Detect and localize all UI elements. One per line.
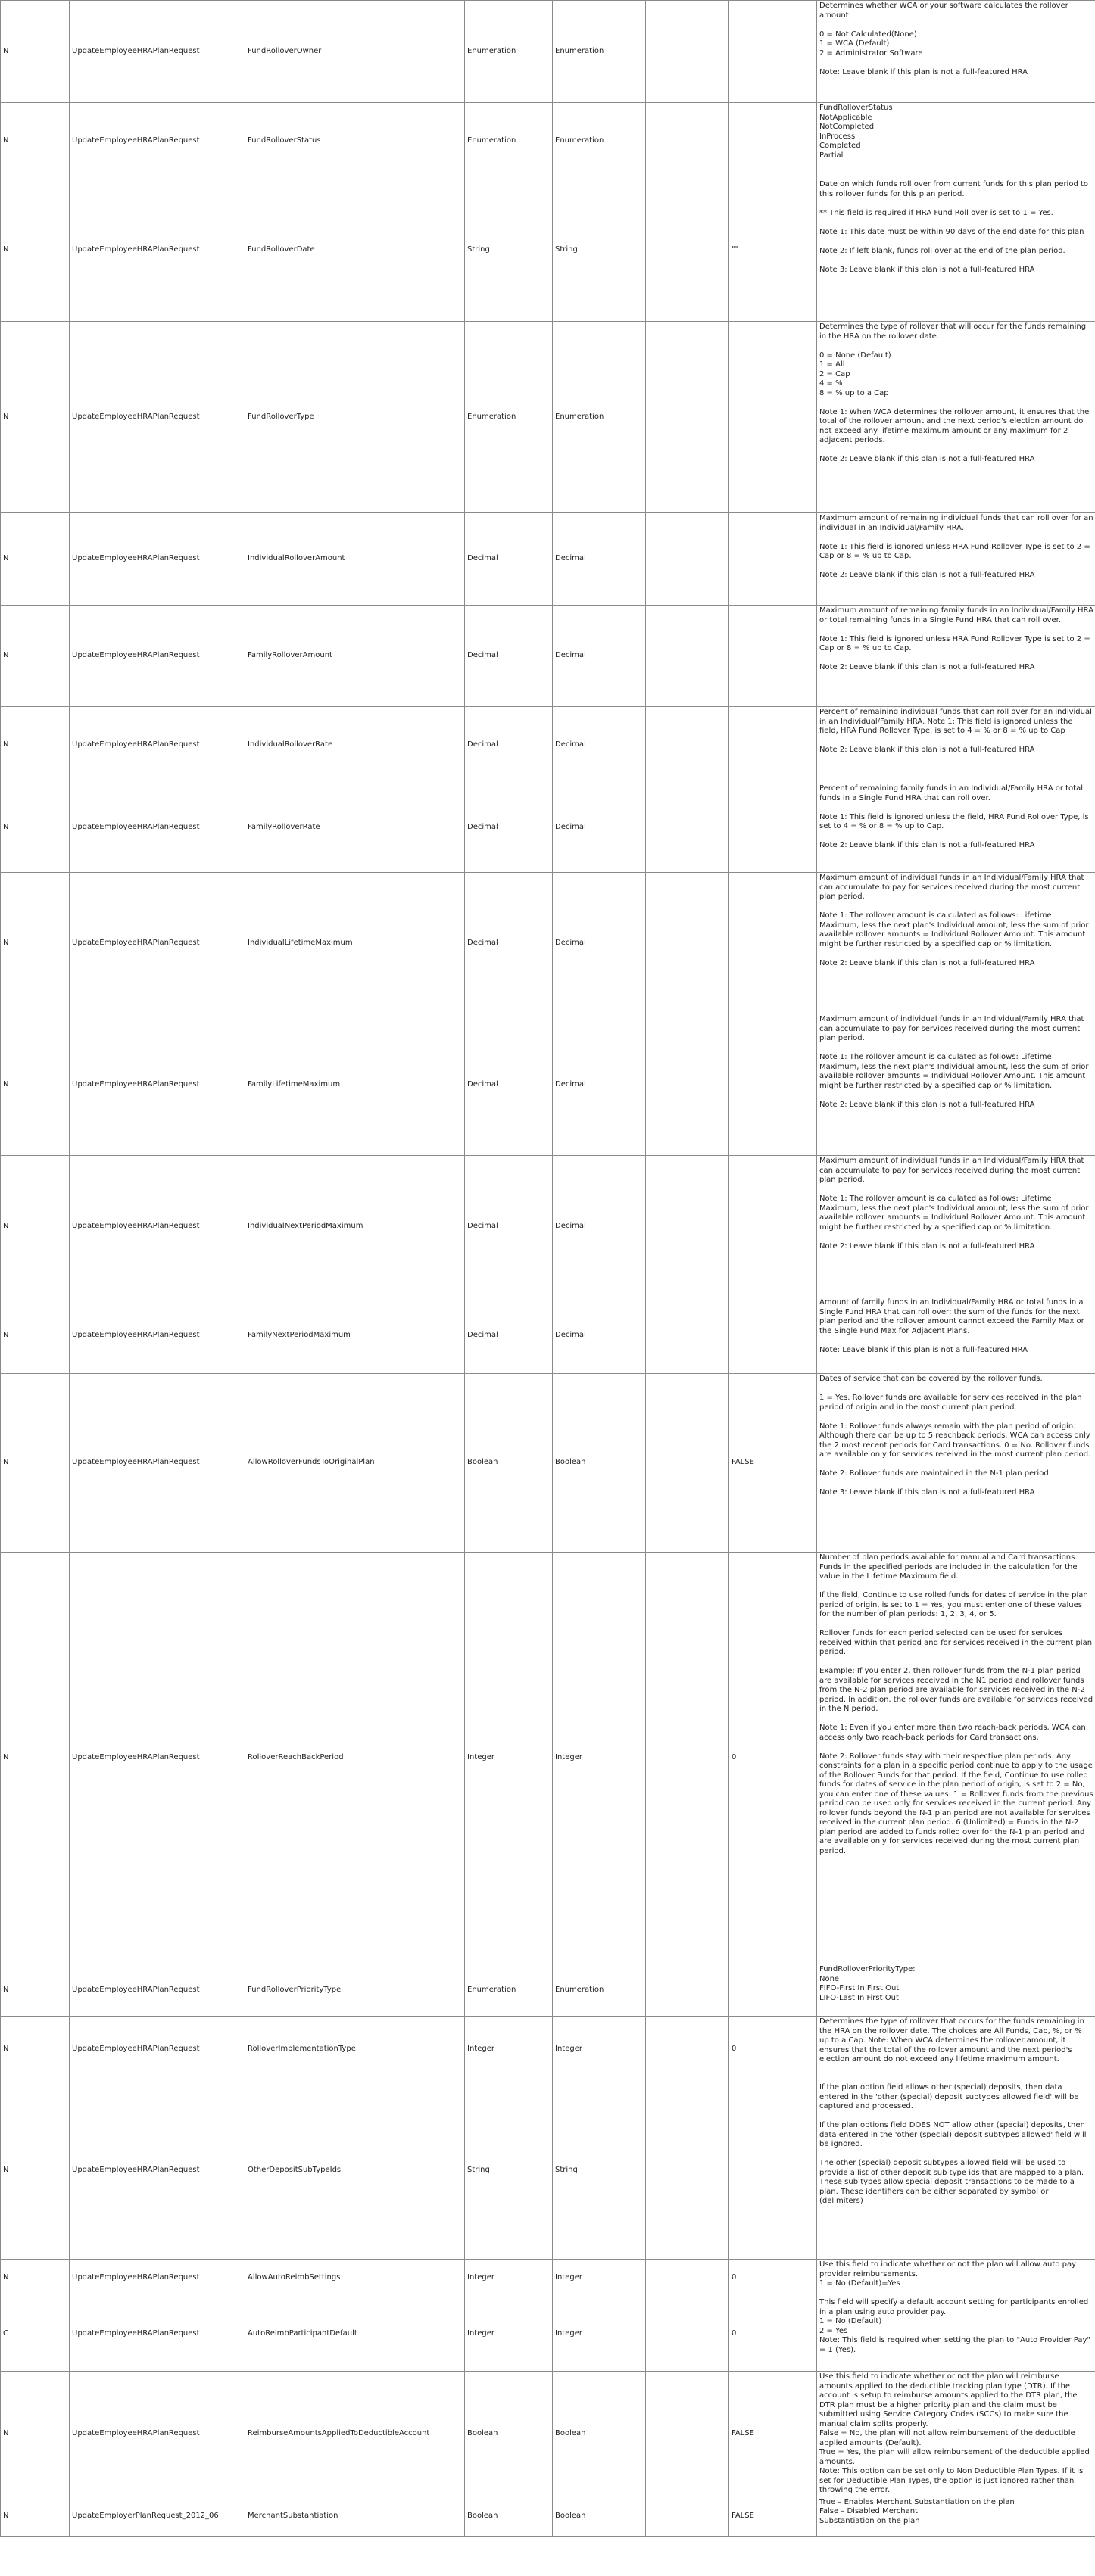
description-cell: Dates of service that can be covered by the rollover funds. 1 = Yes. Rollover funds are available for services received in the plan period of origin and in the most current plan period. Note 1: Rollover funds always remain with the plan period of origin. Although there can be up to 5 reachback periods, WCA can access only the 2 most recent periods for Card transactions. 0 = No. Rollover funds are available only for services received in the most current plan period. Note 2: Rollover funds are maintained in the N-1 plan period. Note 3: Leave blank if this plan is not a full-featured HRA: [817, 1374, 1095, 1553]
data-type-cell: Decimal: [465, 707, 553, 783]
field-name-cell: IndividualLifetimeMaximum: [245, 873, 465, 1014]
field-name-cell: ReimburseAmountsAppliedToDeductibleAccount: [245, 2372, 465, 2497]
request-method-cell: UpdateEmployeeHRAPlanRequest: [70, 179, 245, 322]
description-cell: If the plan option field allows other (special) deposits, then data entered in the 'other (special) deposit subtypes allowed field' will be captured and processed. If the plan options field DOES NOT allow other (special) deposits, then data entered in the 'other (special) deposit subtypes allowed' field will be ignored. The other (special) deposit subtypes allowed field will be used to provide a list of other deposit sub type ids that are mapped to a plan. These sub types allow special deposit transactions to be made to a plan. These identifiers can be either separated by symbol or (delimiters): [817, 2082, 1095, 2260]
length-cell: [646, 606, 729, 707]
table-row: [1, 707, 1095, 783]
default-value-cell: [729, 1156, 817, 1297]
required-flag-cell: N: [1, 1, 70, 103]
request-method-cell: UpdateEmployeeHRAPlanRequest: [70, 1156, 245, 1297]
value-type-cell: Integer: [553, 2260, 646, 2297]
request-method-cell: UpdateEmployeeHRAPlanRequest: [70, 783, 245, 873]
table-row: [1, 873, 1095, 1014]
default-value-cell: FALSE: [729, 2497, 817, 2536]
default-value-cell: FALSE: [729, 1374, 817, 1553]
request-method-cell: UpdateEmployeeHRAPlanRequest: [70, 1374, 245, 1553]
value-type-cell: Enumeration: [553, 322, 646, 513]
data-type-cell: String: [465, 179, 553, 322]
length-cell: [646, 1553, 729, 1964]
value-type-cell: Decimal: [553, 873, 646, 1014]
required-flag-cell: N: [1, 103, 70, 179]
required-flag-cell: N: [1, 1297, 70, 1374]
description-cell: Determines the type of rollover that will occur for the funds remaining in the HRA on the rollover date. 0 = None (Default) 1 = All 2 = Cap 4 = % 8 = % up to a Cap Note 1: When WCA determines the rollover amount, it ensures that the total of the rollover amount and the next period's election amount do not exceed any lifetime maximum amount or any maximum for 2 adjacent periods. Note 2: Leave blank if this plan is not a full-featured HRA: [817, 322, 1095, 513]
table-row: [1, 1553, 1095, 1964]
data-type-cell: Boolean: [465, 2372, 553, 2497]
field-name-cell: MerchantSubstantiation: [245, 2497, 465, 2536]
request-method-cell: UpdateEmployeeHRAPlanRequest: [70, 606, 245, 707]
request-method-cell: UpdateEmployerPlanRequest_2012_06: [70, 2497, 245, 2536]
table-row: [1, 1964, 1095, 2017]
default-value-cell: 0: [729, 2297, 817, 2372]
required-flag-cell: N: [1, 606, 70, 707]
value-type-cell: Integer: [553, 2017, 646, 2082]
required-flag-cell: N: [1, 1553, 70, 1964]
value-type-cell: Boolean: [553, 2497, 646, 2536]
required-flag-cell: N: [1, 513, 70, 606]
data-type-cell: Integer: [465, 1553, 553, 1964]
table-body: [1, 1, 1095, 2537]
description-cell: True – Enables Merchant Substantiation on the plan False – Disabled Merchant Substantiation on the plan: [817, 2497, 1095, 2536]
data-type-cell: Enumeration: [465, 103, 553, 179]
default-value-cell: [729, 322, 817, 513]
table-row: [1, 322, 1095, 513]
length-cell: [646, 1374, 729, 1553]
length-cell: [646, 1964, 729, 2017]
description-cell: Percent of remaining family funds in an Individual/Family HRA or total funds in a Single Fund HRA that can roll over. Note 1: This field is ignored unless the field, HRA Fund Rollover Type, is set to 4 = % or 8 = % up to Cap. Note 2: Leave blank if this plan is not a full-featured HRA: [817, 783, 1095, 873]
request-method-cell: UpdateEmployeeHRAPlanRequest: [70, 322, 245, 513]
request-method-cell: UpdateEmployeeHRAPlanRequest: [70, 1297, 245, 1374]
value-type-cell: String: [553, 179, 646, 322]
length-cell: [646, 2297, 729, 2372]
request-method-cell: UpdateEmployeeHRAPlanRequest: [70, 2082, 245, 2260]
default-value-cell: 0: [729, 2260, 817, 2297]
description-cell: Date on which funds roll over from current funds for this plan period to this rollover funds for this plan period. ** This field is required if HRA Fund Roll over is set to 1 = Yes. Note 1: This date must be within 90 days of the end date for this plan Note 2: If left blank, funds roll over at the end of the plan period. Note 3: Leave blank if this plan is not a full-featured HRA: [817, 179, 1095, 322]
field-name-cell: FamilyLifetimeMaximum: [245, 1014, 465, 1156]
length-cell: [646, 179, 729, 322]
length-cell: [646, 513, 729, 606]
table-row: [1, 1, 1095, 103]
request-method-cell: UpdateEmployeeHRAPlanRequest: [70, 1, 245, 103]
data-type-cell: Decimal: [465, 783, 553, 873]
default-value-cell: [729, 103, 817, 179]
request-method-cell: UpdateEmployeeHRAPlanRequest: [70, 2372, 245, 2497]
description-cell: Number of plan periods available for manual and Card transactions. Funds in the specified periods are included in the calculation for the value in the Lifetime Maximum field. If the field, Continue to use rolled funds for dates of service in the plan period of origin, is set to 1 = Yes, you must enter one of these values for the number of plan periods: 1, 2, 3, 4, or 5. Rollover funds for each period selected can be used for services received within that period and for services received in the current plan period. Example: If you enter 2, then rollover funds from the N-1 plan period are available for services received in the N1 period and rollover funds from the N-2 plan period are available for services received in the N-2 period. In addition, the rollover funds are available for services received in the N period. Note 1: Even if you enter more than two reach-back periods, WCA can access only two reach-back periods for Card transactions. Note 2: Rollover funds stay with their respective plan periods. Any constraints for a plan in a specific period continue to apply to the usage of the Rollover Funds for that period. If the field, Continue to use rolled funds for dates of service in the plan period of origin, is set to 2 = No, you can enter one of these values: 1 = Rollover funds from the previous period can be used only for services received in the current period. Any rollover funds beyond the N-1 plan period are not available for services received in the current plan period. 6 (Unlimited) = Funds in the N-2 plan period are added to funds rolled over for the N-1 plan period and are available only for services received during the most current plan period.: [817, 1553, 1095, 1964]
data-type-cell: Boolean: [465, 1374, 553, 1553]
description-cell: Percent of remaining individual funds that can roll over for an individual in an Individual/Family HRA. Note 1: This field is ignored unless the field, HRA Fund Rollover Type, is set to 4 = % or 8 = % up to Cap Note 2: Leave blank if this plan is not a full-featured HRA: [817, 707, 1095, 783]
required-flag-cell: N: [1, 2497, 70, 2536]
length-cell: [646, 707, 729, 783]
length-cell: [646, 322, 729, 513]
value-type-cell: Integer: [553, 2297, 646, 2372]
value-type-cell: Decimal: [553, 1014, 646, 1156]
required-flag-cell: N: [1, 2372, 70, 2497]
required-flag-cell: N: [1, 783, 70, 873]
description-cell: FundRolloverPriorityType: None FIFO-First In First Out LIFO-Last In First Out: [817, 1964, 1095, 2017]
required-flag-cell: N: [1, 1156, 70, 1297]
default-value-cell: [729, 1964, 817, 2017]
description-cell: This field will specify a default account setting for participants enrolled in a plan using auto provider pay. 1 = No (Default) 2 = Yes Note: This field is required when setting the plan to "Auto Provider Pay" = 1 (Yes).: [817, 2297, 1095, 2372]
field-name-cell: FundRolloverOwner: [245, 1, 465, 103]
table-row: [1, 2082, 1095, 2260]
description-cell: Determines whether WCA or your software calculates the rollover amount. 0 = Not Calculated(None) 1 = WCA (Default) 2 = Administrator Software Note: Leave blank if this plan is not a full-featured HRA: [817, 1, 1095, 103]
table-row: [1, 2017, 1095, 2082]
value-type-cell: Enumeration: [553, 103, 646, 179]
request-method-cell: UpdateEmployeeHRAPlanRequest: [70, 513, 245, 606]
length-cell: [646, 783, 729, 873]
table-row: [1, 1297, 1095, 1374]
table-row: [1, 2297, 1095, 2372]
value-type-cell: Decimal: [553, 783, 646, 873]
description-cell: Amount of family funds in an Individual/Family HRA or total funds in a Single Fund HRA that can roll over; the sum of the funds for the next plan period and the rollover amount cannot exceed the Family Max or the Single Fund Max for Adjacent Plans. Note: Leave blank if this plan is not a full-featured HRA: [817, 1297, 1095, 1374]
required-flag-cell: N: [1, 1014, 70, 1156]
description-cell: Use this field to indicate whether or not the plan will allow auto pay provider reimbursements. 1 = No (Default)=Yes: [817, 2260, 1095, 2297]
description-cell: Maximum amount of individual funds in an Individual/Family HRA that can accumulate to pay for services received during the most current plan period. Note 1: The rollover amount is calculated as follows: Lifetime Maximum, less the next plan's Individual amount, less the sum of prior available rollover amounts = Individual Rollover Amount. This amount might be further restricted by a specified cap or % limitation. Note 2: Leave blank if this plan is not a full-featured HRA: [817, 873, 1095, 1014]
data-type-cell: Integer: [465, 2260, 553, 2297]
data-type-cell: Integer: [465, 2297, 553, 2372]
table-row: [1, 1156, 1095, 1297]
data-type-cell: Boolean: [465, 2497, 553, 2536]
field-name-cell: IndividualRolloverRate: [245, 707, 465, 783]
value-type-cell: Enumeration: [553, 1, 646, 103]
default-value-cell: [729, 1014, 817, 1156]
table-row: [1, 783, 1095, 873]
field-name-cell: FundRolloverDate: [245, 179, 465, 322]
value-type-cell: Boolean: [553, 1374, 646, 1553]
value-type-cell: Decimal: [553, 513, 646, 606]
default-value-cell: [729, 1297, 817, 1374]
field-name-cell: FundRolloverStatus: [245, 103, 465, 179]
field-name-cell: RolloverReachBackPeriod: [245, 1553, 465, 1964]
field-name-cell: FamilyRolloverAmount: [245, 606, 465, 707]
data-type-cell: Enumeration: [465, 1, 553, 103]
request-method-cell: UpdateEmployeeHRAPlanRequest: [70, 2297, 245, 2372]
request-method-cell: UpdateEmployeeHRAPlanRequest: [70, 1964, 245, 2017]
length-cell: [646, 103, 729, 179]
data-type-cell: Enumeration: [465, 1964, 553, 2017]
length-cell: [646, 1, 729, 103]
required-flag-cell: N: [1, 1964, 70, 2017]
description-cell: Maximum amount of remaining family funds in an Individual/Family HRA or total remaining funds in a Single Fund HRA that can roll over. Note 1: This field is ignored unless HRA Fund Rollover Type is set to 2 = Cap or 8 = % up to Cap. Note 2: Leave blank if this plan is not a full-featured HRA: [817, 606, 1095, 707]
request-method-cell: UpdateEmployeeHRAPlanRequest: [70, 1014, 245, 1156]
length-cell: [646, 2372, 729, 2497]
request-method-cell: UpdateEmployeeHRAPlanRequest: [70, 2017, 245, 2082]
required-flag-cell: N: [1, 179, 70, 322]
length-cell: [646, 873, 729, 1014]
required-flag-cell: N: [1, 322, 70, 513]
table-row: [1, 1014, 1095, 1156]
field-name-cell: RolloverImplementationType: [245, 2017, 465, 2082]
required-flag-cell: N: [1, 2017, 70, 2082]
description-cell: Maximum amount of individual funds in an Individual/Family HRA that can accumulate to pay for services received during the most current plan period. Note 1: The rollover amount is calculated as follows: Lifetime Maximum, less the next plan's Individual amount, less the sum of prior available rollover amounts = Individual Rollover Amount. This amount might be further restricted by a specified cap or % limitation. Note 2: Leave blank if this plan is not a full-featured HRA: [817, 1156, 1095, 1297]
required-flag-cell: N: [1, 1374, 70, 1553]
default-value-cell: [729, 783, 817, 873]
value-type-cell: Enumeration: [553, 1964, 646, 2017]
data-type-cell: Decimal: [465, 873, 553, 1014]
value-type-cell: Decimal: [553, 707, 646, 783]
table-row: [1, 2260, 1095, 2297]
description-cell: Determines the type of rollover that occurs for the funds remaining in the HRA on the rollover date. The choices are All Funds, Cap, %, or % up to a Cap. Note: When WCA determines the rollover amount, it ensures that the total of the rollover amount and the next period's election amount do not exceed any lifetime maximum amount.: [817, 2017, 1095, 2082]
field-name-cell: AutoReimbParticipantDefault: [245, 2297, 465, 2372]
table-row: [1, 2372, 1095, 2497]
required-flag-cell: N: [1, 2260, 70, 2297]
required-flag-cell: N: [1, 873, 70, 1014]
field-name-cell: AllowAutoReimbSettings: [245, 2260, 465, 2297]
length-cell: [646, 1297, 729, 1374]
default-value-cell: 0: [729, 1553, 817, 1964]
data-type-cell: String: [465, 2082, 553, 2260]
request-method-cell: UpdateEmployeeHRAPlanRequest: [70, 2260, 245, 2297]
value-type-cell: Boolean: [553, 2372, 646, 2497]
table-row: [1, 606, 1095, 707]
default-value-cell: 0: [729, 2017, 817, 2082]
required-flag-cell: C: [1, 2297, 70, 2372]
description-cell: Maximum amount of individual funds in an Individual/Family HRA that can accumulate to pay for services received during the most current plan period. Note 1: The rollover amount is calculated as follows: Lifetime Maximum, less the next plan's Individual amount, less the sum of prior available rollover amounts = Individual Rollover Amount. This amount might be further restricted by a specified cap or % limitation. Note 2: Leave blank if this plan is not a full-featured HRA: [817, 1014, 1095, 1156]
value-type-cell: String: [553, 2082, 646, 2260]
required-flag-cell: N: [1, 707, 70, 783]
field-name-cell: IndividualRolloverAmount: [245, 513, 465, 606]
default-value-cell: [729, 2082, 817, 2260]
request-method-cell: UpdateEmployeeHRAPlanRequest: [70, 707, 245, 783]
value-type-cell: Decimal: [553, 606, 646, 707]
data-type-cell: Decimal: [465, 1297, 553, 1374]
length-cell: [646, 1156, 729, 1297]
field-name-cell: FamilyRolloverRate: [245, 783, 465, 873]
data-type-cell: Decimal: [465, 1156, 553, 1297]
data-type-cell: Integer: [465, 2017, 553, 2082]
field-name-cell: IndividualNextPeriodMaximum: [245, 1156, 465, 1297]
description-cell: Use this field to indicate whether or not the plan will reimburse amounts applied to the deductible tracking plan type (DTR). If the account is setup to reimburse amounts applied to the DTR plan, the DTR plan must be a higher priority plan and the claim must be submitted using Service Category Codes (SCCs) to make sure the manual claim splits properly. False = No, the plan will not allow reimbursement of the deductible applied amounts (Default). True = Yes, the plan will allow reimbursement of the deductible applied amounts. Note: This option can be set only to Non Deductible Plan Types. If it is set for Deductible Plan Types, the option is just ignored rather than throwing the error.: [817, 2372, 1095, 2497]
default-value-cell: [729, 513, 817, 606]
table-row: [1, 1374, 1095, 1553]
data-type-cell: Decimal: [465, 606, 553, 707]
value-type-cell: Integer: [553, 1553, 646, 1964]
length-cell: [646, 2082, 729, 2260]
value-type-cell: Decimal: [553, 1297, 646, 1374]
table-row: [1, 179, 1095, 322]
length-cell: [646, 1014, 729, 1156]
data-type-cell: Decimal: [465, 1014, 553, 1156]
table-row: [1, 513, 1095, 606]
default-value-cell: [729, 1, 817, 103]
length-cell: [646, 2260, 729, 2297]
description-cell: Maximum amount of remaining individual funds that can roll over for an individual in an Individual/Family HRA. Note 1: This field is ignored unless HRA Fund Rollover Type is set to 2 = Cap or 8 = % up to Cap. Note 2: Leave blank if this plan is not a full-featured HRA: [817, 513, 1095, 606]
description-cell: FundRolloverStatus NotApplicable NotCompleted InProcess Completed Partial: [817, 103, 1095, 179]
default-value-cell: [729, 707, 817, 783]
length-cell: [646, 2497, 729, 2536]
default-value-cell: [729, 873, 817, 1014]
request-method-cell: UpdateEmployeeHRAPlanRequest: [70, 1553, 245, 1964]
length-cell: [646, 2017, 729, 2082]
field-name-cell: OtherDepositSubTypeIds: [245, 2082, 465, 2260]
required-flag-cell: N: [1, 2082, 70, 2260]
table-row: [1, 2497, 1095, 2536]
data-type-cell: Enumeration: [465, 322, 553, 513]
request-method-cell: UpdateEmployeeHRAPlanRequest: [70, 873, 245, 1014]
field-name-cell: FundRolloverType: [245, 322, 465, 513]
field-name-cell: FundRolloverPriorityType: [245, 1964, 465, 2017]
value-type-cell: Decimal: [553, 1156, 646, 1297]
table-row: [1, 103, 1095, 179]
field-name-cell: FamilyNextPeriodMaximum: [245, 1297, 465, 1374]
default-value-cell: "": [729, 179, 817, 322]
request-method-cell: UpdateEmployeeHRAPlanRequest: [70, 103, 245, 179]
data-type-cell: Decimal: [465, 513, 553, 606]
field-name-cell: AllowRolloverFundsToOriginalPlan: [245, 1374, 465, 1553]
default-value-cell: [729, 606, 817, 707]
default-value-cell: FALSE: [729, 2372, 817, 2497]
